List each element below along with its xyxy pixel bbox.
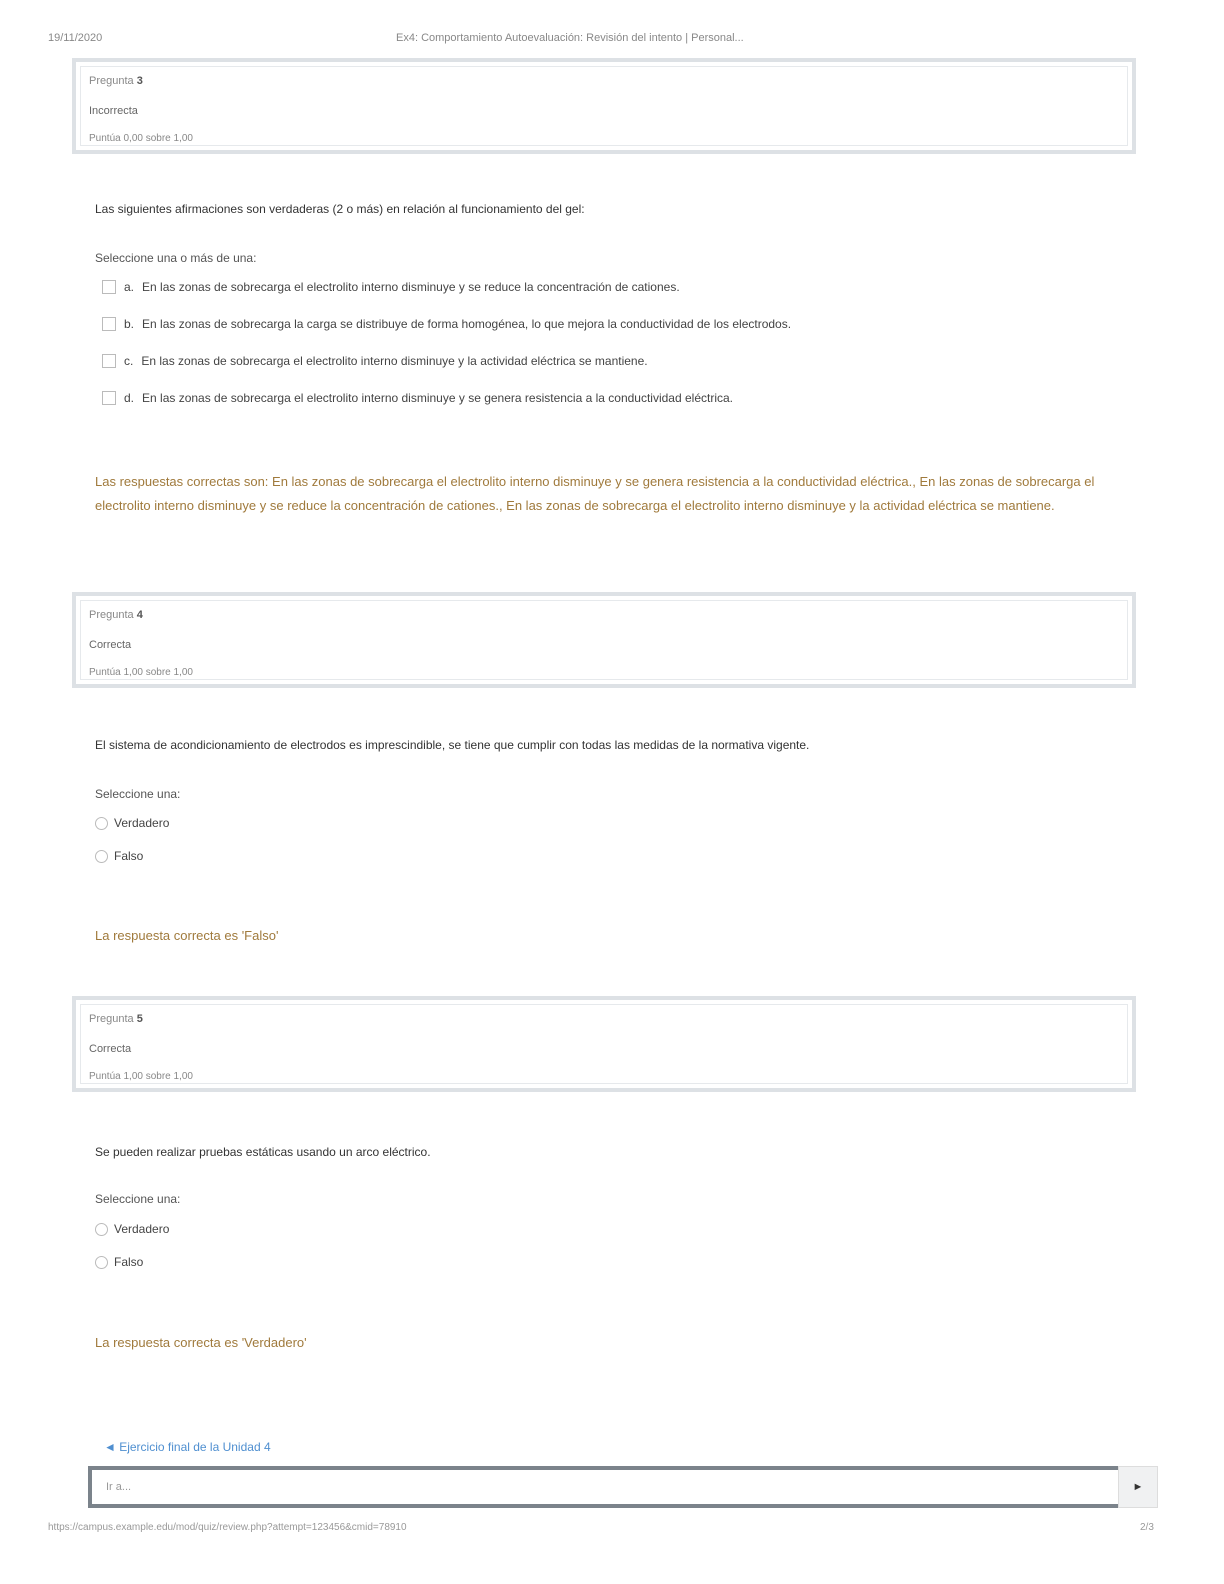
question-5-info <box>72 996 1136 1092</box>
radio-button[interactable] <box>95 1256 108 1269</box>
previous-activity-link[interactable]: ◄ Ejercicio final de la Unidad 4 <box>104 1440 271 1454</box>
option-text: En las zonas de sobrecarga el electrolito interno disminuye y la actividad eléctrica se mantiene. <box>141 354 648 368</box>
question-state: Correcta <box>89 1043 132 1055</box>
question-3-text: Las siguientes afirmaciones son verdaderas (2 o más) en relación al funcionamiento del gel: <box>95 202 585 216</box>
option-text: En las zonas de sobrecarga el electrolito interno disminuye y se reduce la concentración de cationes. <box>142 280 680 294</box>
option-c[interactable] <box>102 354 648 368</box>
option-text: En las zonas de sobrecarga el electrolito interno disminuye y se genera resistencia a la conductividad eléctrica. <box>142 391 734 405</box>
question-3-prompt: Seleccione una o más de una: <box>95 251 257 265</box>
radio-button[interactable] <box>95 1223 108 1236</box>
option-text: Verdadero <box>114 1222 170 1236</box>
question-3-info <box>72 58 1136 154</box>
option-text: Falso <box>114 1255 144 1269</box>
option-false[interactable] <box>95 1255 143 1269</box>
question-state: Correcta <box>89 639 132 651</box>
question-number: Pregunta 4 <box>89 609 143 621</box>
option-false[interactable] <box>95 849 143 863</box>
option-letter: b. <box>124 317 135 331</box>
question-number: Pregunta 5 <box>89 1013 143 1025</box>
question-mark: Puntúa 1,00 sobre 1,00 <box>89 1071 193 1082</box>
jump-to-select[interactable] <box>88 1466 1158 1508</box>
checkbox[interactable] <box>102 317 116 331</box>
jump-go-button[interactable] <box>1118 1466 1158 1508</box>
question-mark: Puntúa 0,00 sobre 1,00 <box>89 133 193 144</box>
option-a[interactable] <box>102 280 680 294</box>
question-4-feedback: La respuesta correcta es 'Falso' <box>95 928 279 943</box>
radio-button[interactable] <box>95 817 108 830</box>
question-5-feedback: La respuesta correcta es 'Verdadero' <box>95 1335 307 1350</box>
question-number: Pregunta 3 <box>89 75 143 87</box>
option-text: Verdadero <box>114 816 170 830</box>
option-text: En las zonas de sobrecarga la carga se distribuye de forma homogénea, lo que mejora la conductividad de los electrodos. <box>142 317 792 331</box>
arrow-right-icon: ► <box>1132 1481 1144 1493</box>
question-state: Incorrecta <box>89 105 138 117</box>
question-4-prompt: Seleccione una: <box>95 787 181 801</box>
question-5-text: Se pueden realizar pruebas estáticas usando un arco eléctrico. <box>95 1145 431 1159</box>
checkbox[interactable] <box>102 354 116 368</box>
print-title: Ex4: Comportamiento Autoevaluación: Revisión del intento | Personal... <box>396 32 744 44</box>
question-4-text: El sistema de acondicionamiento de electrodos es imprescindible, se tiene que cumplir con todas las medidas de la normativa vigente. <box>95 738 810 752</box>
jump-placeholder: Ir a... <box>106 1481 132 1493</box>
checkbox[interactable] <box>102 280 116 294</box>
page-number: 2/3 <box>1140 1522 1154 1533</box>
print-date: 19/11/2020 <box>48 32 103 44</box>
question-4-info <box>72 592 1136 688</box>
option-letter: c. <box>124 354 134 368</box>
radio-button[interactable] <box>95 850 108 863</box>
checkbox[interactable] <box>102 391 116 405</box>
option-true[interactable] <box>95 816 169 830</box>
option-letter: d. <box>124 391 135 405</box>
print-url: https://campus.example.edu/mod/quiz/review.php?attempt=123456&cmid=78910 <box>48 1522 407 1533</box>
option-true[interactable] <box>95 1222 169 1236</box>
option-b[interactable] <box>102 317 791 331</box>
option-d[interactable] <box>102 391 733 405</box>
option-text: Falso <box>114 849 144 863</box>
question-mark: Puntúa 1,00 sobre 1,00 <box>89 667 193 678</box>
question-5-prompt: Seleccione una: <box>95 1192 181 1206</box>
question-3-feedback: Las respuestas correctas son: En las zonas de sobrecarga el electrolito interno disminuye y se genera resistencia a la conductividad eléctrica., En las zonas de sobrecarga el electrolito interno disminuye y se reduce la concentración de cationes., En las zonas de sobrecarga el electrolito interno disminuye y la actividad eléctrica se mantiene. <box>95 474 1095 513</box>
option-letter: a. <box>124 280 135 294</box>
